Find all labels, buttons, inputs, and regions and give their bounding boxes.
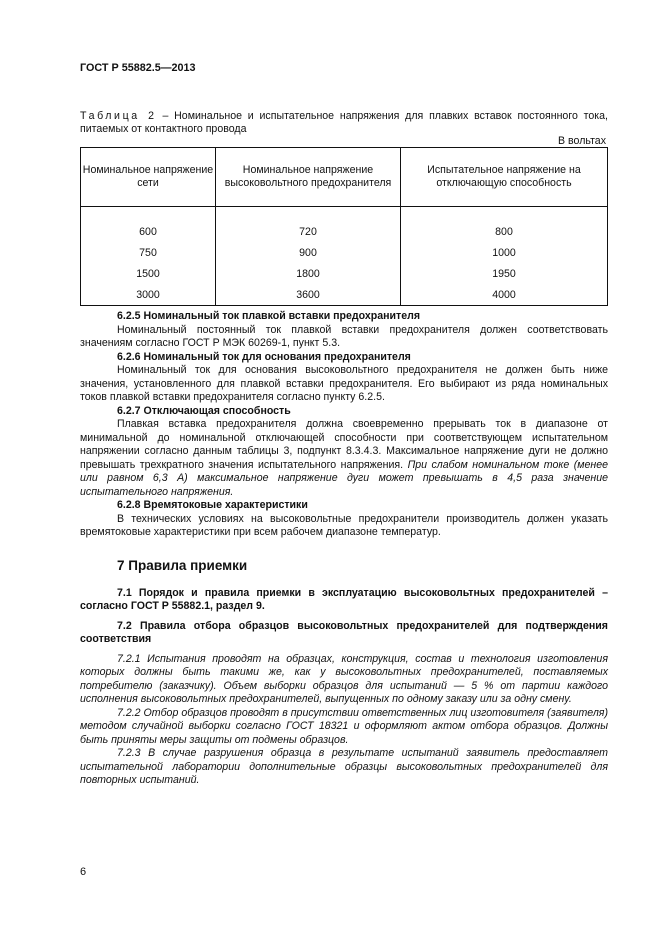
table-row: [81, 207, 608, 243]
table-header-row: [81, 148, 608, 207]
table-header-cell: Испытательное напряжение на отключающую способность: [401, 148, 608, 207]
table-cell: 800: [401, 207, 608, 243]
table-caption-lead: Таблица 2: [80, 110, 157, 122]
page-number: 6: [80, 866, 87, 878]
table-cell: 3600: [216, 284, 401, 306]
table-unit: В вольтах: [558, 135, 606, 147]
table-caption-text: – Номинальное и испытательное напряжения для плавких вставок постоянного тока, питаемых от контактного провода: [80, 110, 608, 135]
table-cell: 3000: [81, 284, 216, 306]
section-heading: 7 Правила приемки: [117, 557, 248, 573]
clause-text-main: Плавкая вставка предохранителя должна своевременно прерывать ток в диапазоне от минимальной до номинальной отключающей способности при соответствующем испытательном напряжении согласно данным таблицы 3, подпункт 8.3.4.3. Максимальное напряжение дуги не должно превышать трехкратного значения испытательного напряжения.: [80, 418, 608, 471]
table-cell: 1000: [401, 242, 608, 263]
clause-text: Номинальный ток для основания высоковольтного предохранителя не должен быть ниже значения, установленного для плавкой вставки предохранителя. Его выбирают из ряда номинальных токов плавкой вставки предохранителя согласно пункту 6.2.5.: [80, 364, 608, 403]
clause-7-2-1: 7.2.1 Испытания проводят на образцах, конструкция, состав и технология изготовления которых должны быть такими же, как у высоковольтных предохранителей, поставляемых потребителю (заказчику). Объем выборки образцов для испытаний — 5 % от партии каждого исполнения высоковольтных предохранителей, выпущенных по одному заказу или за одну смену.: [80, 652, 608, 705]
table-cell: 720: [216, 207, 401, 243]
clause-text: [80, 418, 608, 499]
clause-7-2-2: 7.2.2 Отбор образцов проводят в присутствии ответственных лиц изготовителя (заявителя) методом случайной выборки согласно ГОСТ 18321 и оформляют актом отбора образцов. Должны быть приняты меры защиты от подмены образцов.: [80, 706, 608, 746]
clause-7-2: 7.2 Правила отбора образцов высоковольтных предохранителей для подтверждения соответствия: [80, 619, 608, 645]
table-cell: 750: [81, 242, 216, 263]
table-row: [81, 242, 608, 263]
clause-heading: 6.2.8 Времятоковые характеристики: [117, 499, 308, 511]
clause-text-italic: При слабом номинальном токе (менее или равном 6,3 А) максимальное напряжение дуги может превышать в 4,5 раза значение испытательного напряжения.: [80, 458, 608, 498]
document-body: [80, 310, 608, 788]
voltage-table: [80, 147, 608, 306]
clause-7-2-3: 7.2.3 В случае разрушения образца в результате испытаний заявитель предоставляет испытательной лаборатории дополнительные образцы высоковольтных предохранителей для повторных испытаний.: [80, 747, 608, 786]
table-cell: 4000: [401, 284, 608, 306]
table-cell: 1500: [81, 263, 216, 284]
clause-text: В технических условиях на высоковольтные предохранители производитель должен указать времятоковые характеристики при всем рабочем диапазоне температур.: [80, 512, 608, 538]
table-cell: 1800: [216, 263, 401, 284]
clause-heading: 6.2.6 Номинальный ток для основания предохранителя: [117, 350, 411, 363]
table-cell: 600: [81, 207, 216, 243]
table-row: [81, 284, 608, 306]
clause-heading: 6.2.7 Отключающая способность: [117, 404, 291, 417]
clause-heading: 6.2.5 Номинальный ток плавкой вставки предохранителя: [117, 310, 420, 322]
table-header-cell: Номинальное напряжение сети: [81, 148, 216, 207]
document-header: ГОСТ Р 55882.5—2013: [80, 62, 196, 74]
table-caption: [80, 110, 608, 135]
table-header-cell: Номинальное напряжение высоковольтного предохранителя: [216, 148, 401, 207]
table-cell: 1950: [401, 263, 608, 284]
table-row: [81, 263, 608, 284]
clause-text: Номинальный постоянный ток плавкой вставки предохранителя должен соответствовать значениям согласно ГОСТ Р МЭК 60269-1, пункт 5.3.: [80, 323, 608, 349]
clause-7-1: 7.1 Порядок и правила приемки в эксплуатацию высоковольтных предохранителей – согласно ГОСТ Р 55882.1, раздел 9.: [80, 586, 608, 612]
table-cell: 900: [216, 242, 401, 263]
